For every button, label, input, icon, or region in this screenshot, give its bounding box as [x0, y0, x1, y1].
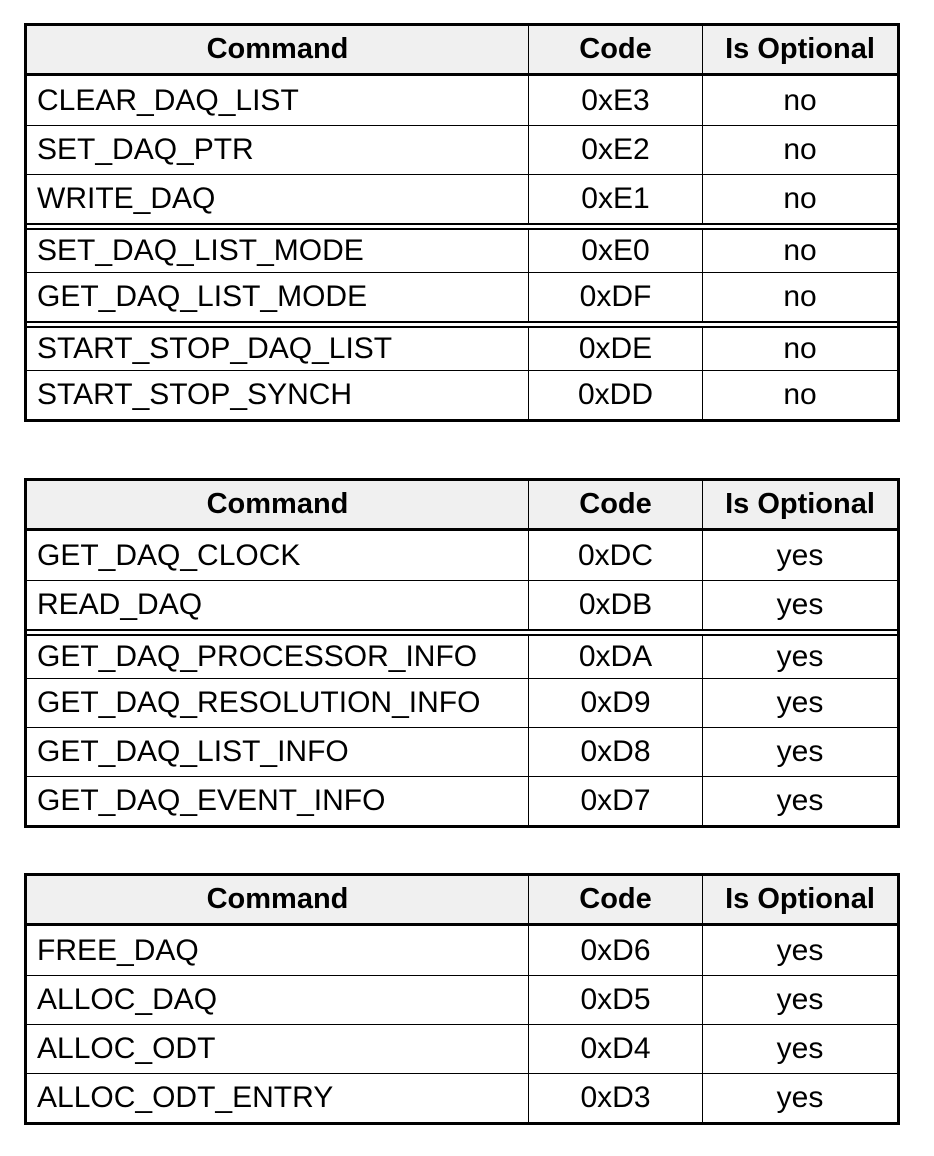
optional-cell: yes: [776, 640, 824, 673]
command-cell: WRITE_DAQ: [27, 175, 529, 223]
command-cell: SET_DAQ_LIST_MODE: [27, 230, 529, 272]
code-cell: 0xDF: [529, 273, 703, 321]
table-row: [27, 321, 897, 370]
code-cell: 0xD7: [529, 777, 703, 825]
code-cell: 0xD4: [529, 1025, 703, 1073]
header-command: Command: [27, 876, 529, 923]
optional-cell: no: [783, 332, 817, 365]
command-cell: GET_DAQ_LIST_MODE: [27, 273, 529, 321]
code-cell: 0xD3: [529, 1074, 703, 1122]
command-cell: GET_DAQ_CLOCK: [27, 531, 529, 580]
code-cell: 0xD8: [529, 728, 703, 776]
table-row: [27, 125, 897, 174]
command-cell: START_STOP_DAQ_LIST: [27, 328, 529, 370]
optional-cell: yes: [776, 1032, 824, 1065]
table-row: [27, 76, 897, 125]
table-row: [27, 223, 897, 272]
optional-cell: no: [783, 133, 817, 166]
table-row: [27, 727, 897, 776]
optional-cell: yes: [776, 588, 824, 621]
header-is-optional: Is Optional: [725, 883, 875, 915]
table-row: [27, 370, 897, 419]
header-code: Code: [529, 26, 703, 73]
command-table-1: [24, 23, 900, 422]
table-header: [27, 481, 897, 531]
command-cell: GET_DAQ_RESOLUTION_INFO: [27, 679, 529, 727]
optional-cell: yes: [776, 686, 824, 719]
code-cell: 0xD5: [529, 976, 703, 1024]
code-cell: 0xD9: [529, 679, 703, 727]
table-row: [27, 174, 897, 223]
table-row: [27, 531, 897, 580]
command-cell: GET_DAQ_EVENT_INFO: [27, 777, 529, 825]
code-cell: 0xDE: [529, 328, 703, 370]
table-row: [27, 926, 897, 975]
header-command: Command: [27, 26, 529, 73]
command-cell: ALLOC_ODT: [27, 1025, 529, 1073]
table-row: [27, 975, 897, 1024]
header-code: Code: [529, 481, 703, 528]
command-cell: GET_DAQ_PROCESSOR_INFO: [27, 636, 529, 678]
optional-cell: no: [783, 182, 817, 215]
header-command: Command: [27, 481, 529, 528]
table-header: [27, 876, 897, 926]
command-cell: CLEAR_DAQ_LIST: [27, 76, 529, 125]
header-is-optional: Is Optional: [725, 33, 875, 65]
optional-cell: no: [783, 83, 817, 117]
optional-cell: yes: [776, 933, 824, 967]
table-row: [27, 272, 897, 321]
command-table-2: [24, 478, 900, 828]
code-cell: 0xD6: [529, 926, 703, 975]
table-row: [27, 629, 897, 678]
code-cell: 0xE3: [529, 76, 703, 125]
table-row: [27, 1024, 897, 1073]
optional-cell: yes: [776, 538, 824, 572]
optional-cell: yes: [776, 983, 824, 1016]
code-cell: 0xE0: [529, 230, 703, 272]
command-cell: FREE_DAQ: [27, 926, 529, 975]
command-cell: START_STOP_SYNCH: [27, 371, 529, 419]
code-cell: 0xDA: [529, 636, 703, 678]
optional-cell: no: [783, 280, 817, 313]
header-is-optional: Is Optional: [725, 488, 875, 520]
table-row: [27, 580, 897, 629]
command-cell: ALLOC_DAQ: [27, 976, 529, 1024]
code-cell: 0xDB: [529, 581, 703, 629]
code-cell: 0xE2: [529, 126, 703, 174]
optional-cell: no: [783, 234, 817, 267]
header-code: Code: [529, 876, 703, 923]
optional-cell: yes: [776, 735, 824, 768]
command-cell: ALLOC_ODT_ENTRY: [27, 1074, 529, 1122]
table-row: [27, 776, 897, 825]
code-cell: 0xDC: [529, 531, 703, 580]
table-row: [27, 678, 897, 727]
code-cell: 0xDD: [529, 371, 703, 419]
command-cell: READ_DAQ: [27, 581, 529, 629]
table-row: [27, 1073, 897, 1122]
optional-cell: yes: [776, 1081, 824, 1114]
code-cell: 0xE1: [529, 175, 703, 223]
table-header: [27, 26, 897, 76]
command-cell: GET_DAQ_LIST_INFO: [27, 728, 529, 776]
optional-cell: yes: [776, 784, 824, 817]
optional-cell: no: [783, 378, 817, 411]
command-table-3: [24, 873, 900, 1125]
command-cell: SET_DAQ_PTR: [27, 126, 529, 174]
